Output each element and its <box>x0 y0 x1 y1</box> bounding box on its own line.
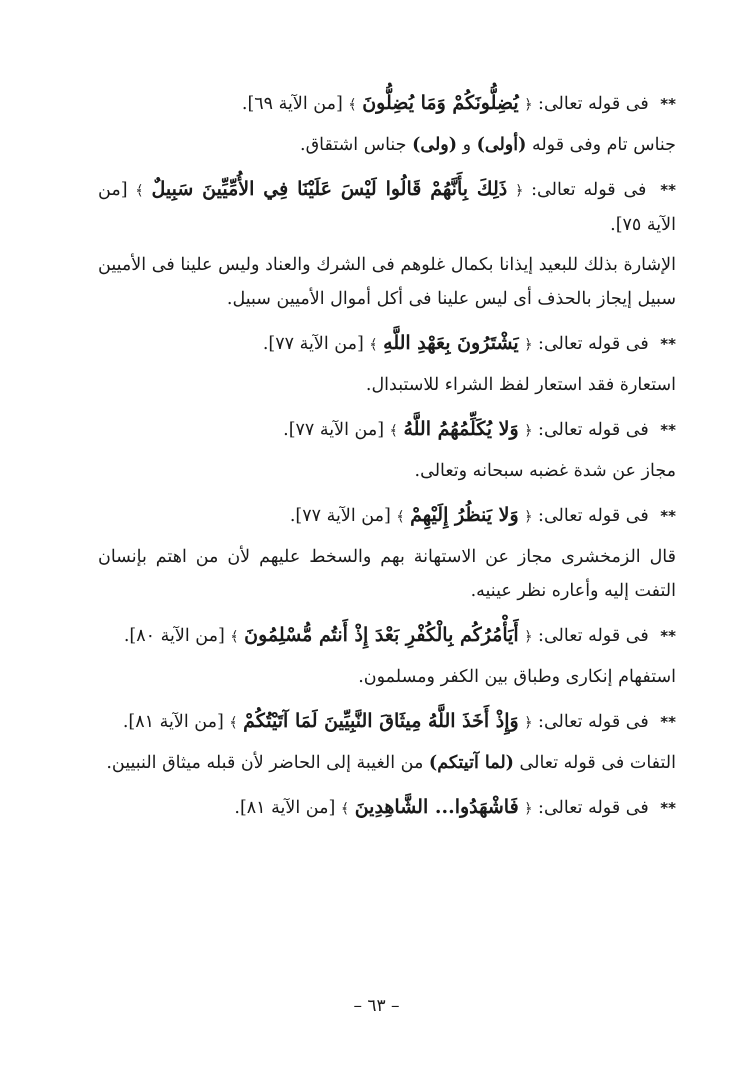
verse-reference: [من الآية ٧٧]. <box>262 334 364 354</box>
verse-reference: [من الآية ٨١]. <box>234 798 336 818</box>
explanation-text: التفات فى قوله تعالى <box>513 753 676 773</box>
verse-intro: فى قوله تعالى: <box>538 506 649 526</box>
explanation-text: من الغيبة إلى الحاضر لأن قبله ميثاق النبيين. <box>106 753 429 773</box>
explanation-text: استعارة فقد استعار لفظ الشراء للاستبدال. <box>365 375 676 395</box>
explanation <box>98 368 676 402</box>
explanation-text: الإشارة بذلك للبعيد إيذانا بكمال غلوهم فى الشرك والعناد وليس علينا فى الأميين سبيل إيجاز بالحذف أى ليس علينا فى أكل أموال الأميين سبيل. <box>98 255 676 309</box>
verse-intro: فى قوله تعالى: <box>538 798 649 818</box>
explanation <box>98 660 676 694</box>
quran-verse: وَإِذْ أَخَذَ اللَّهُ مِيثَاقَ النَّبِيِّينَ لَمَا آتَيْتُكُمْ <box>243 710 519 732</box>
quran-verse: وَلا يَنظُرُ إِلَيْهِمْ <box>410 504 519 526</box>
quran-verse: يَشْتَرُونَ بِعَهْدِ اللَّهِ <box>383 332 519 354</box>
quran-verse: أَيَأْمُرُكُم بِالْكُفْرِ بَعْدَ إِذْ أَنتُم مُّسْلِمُونَ <box>244 624 519 646</box>
close-bracket: ﴾ <box>230 629 239 645</box>
quran-verse: يُضِلُّونَكُمْ وَمَا يُضِلُّونَ <box>362 92 519 114</box>
explanation <box>98 746 676 780</box>
star-marker: ** <box>660 335 676 353</box>
explanation <box>98 454 676 488</box>
explanation-text: و <box>457 135 477 155</box>
open-bracket: ﴿ <box>524 509 533 525</box>
open-bracket: ﴿ <box>524 337 533 353</box>
quran-verse: فَاشْهَدُوا... الشَّاهِدِينَ <box>354 796 519 818</box>
explanation-text: استفهام إنكارى وطباق بين الكفر ومسلمون. <box>358 667 676 687</box>
verse-intro: فى قوله تعالى: <box>538 420 649 440</box>
bold-term: (أولى) <box>476 135 527 155</box>
verse-intro: فى قوله تعالى: <box>538 712 649 732</box>
star-marker: ** <box>660 713 676 731</box>
star-marker: ** <box>660 181 676 199</box>
open-bracket: ﴿ <box>524 423 533 439</box>
verse-reference: [من الآية ٧٥]. <box>98 180 676 235</box>
star-marker: ** <box>660 95 676 113</box>
close-bracket: ﴾ <box>340 801 350 817</box>
explanation <box>98 248 676 316</box>
explanation-text: جناس تام وفى قوله <box>526 135 676 155</box>
close-bracket: ﴾ <box>348 97 357 113</box>
open-bracket: ﴿ <box>524 629 533 645</box>
quran-verse: وَلا يُكَلِّمُهُمُ اللَّهُ <box>403 418 519 440</box>
verse-reference: [من الآية ٦٩]. <box>241 94 343 114</box>
open-bracket: ﴿ <box>524 97 533 113</box>
verse-intro: فى قوله تعالى: <box>538 94 649 114</box>
verse-heading <box>98 618 676 654</box>
verse-reference: [من الآية ٨٠]. <box>123 626 225 646</box>
close-bracket: ﴾ <box>389 423 398 439</box>
verse-heading <box>98 498 676 534</box>
verse-intro: فى قوله تعالى: <box>538 334 649 354</box>
close-bracket: ﴾ <box>229 715 238 731</box>
star-marker: ** <box>660 627 676 645</box>
star-marker: ** <box>660 799 676 817</box>
star-marker: ** <box>660 421 676 439</box>
explanation-text: جناس اشتقاق. <box>300 135 413 155</box>
verse-heading <box>98 86 676 122</box>
page-number: – ٦٣ – <box>353 996 400 1016</box>
star-marker: ** <box>660 507 676 525</box>
page-body <box>98 86 676 832</box>
verse-intro: فى قوله تعالى: <box>538 626 649 646</box>
explanation-text: قال الزمخشرى مجاز عن الاستهانة بهم والسخط عليهم لأن من اهتم بإنسان التفت إليه وأعاره نظر عينيه. <box>98 547 676 601</box>
close-bracket: ﴾ <box>369 337 378 353</box>
verse-heading <box>98 172 676 242</box>
close-bracket: ﴾ <box>396 509 405 525</box>
verse-reference: [من الآية ٧٧]. <box>289 506 391 526</box>
open-bracket: ﴿ <box>515 183 524 199</box>
open-bracket: ﴿ <box>524 801 533 817</box>
bold-term: (ولى) <box>412 135 458 155</box>
bold-term: (لما آتيتكم) <box>428 753 514 773</box>
verse-heading <box>98 326 676 362</box>
explanation <box>98 540 676 608</box>
explanation <box>98 128 676 162</box>
explanation-text: مجاز عن شدة غضبه سبحانه وتعالى. <box>414 461 676 481</box>
quran-verse: ذَلِكَ بِأَنَّهُمْ قَالُوا لَيْسَ عَلَيْنَا فِي الأُمِّيِّينَ سَبِيلٌ <box>151 178 508 200</box>
close-bracket: ﴾ <box>135 183 144 199</box>
verse-heading <box>98 704 676 740</box>
verse-heading <box>98 790 676 826</box>
verse-reference: [من الآية ٧٧]. <box>283 420 385 440</box>
verse-intro: فى قوله تعالى: <box>531 180 647 200</box>
verse-reference: [من الآية ٨١]. <box>122 712 224 732</box>
open-bracket: ﴿ <box>524 715 533 731</box>
verse-heading <box>98 412 676 448</box>
